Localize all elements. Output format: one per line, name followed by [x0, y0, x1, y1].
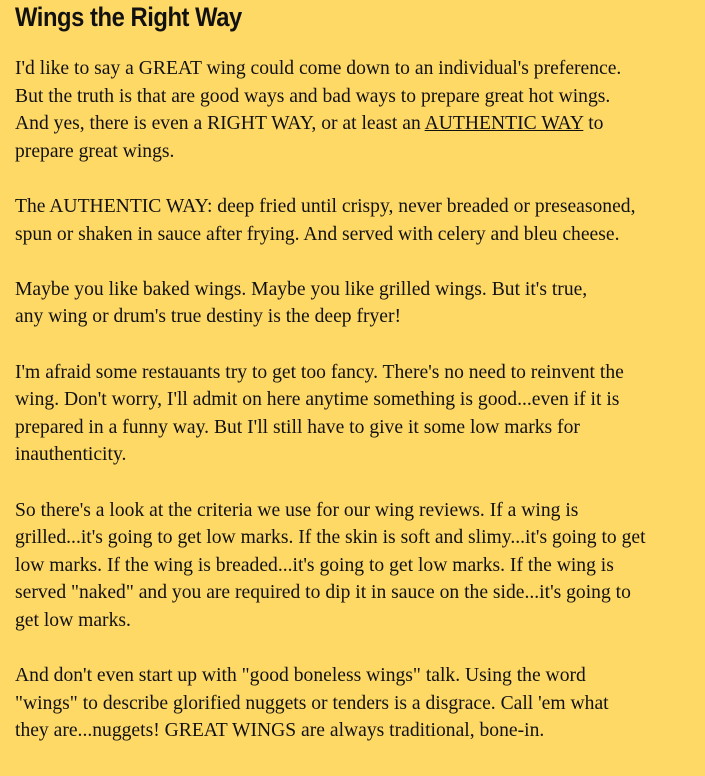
- text-line: inauthenticity.: [15, 444, 127, 466]
- text-segment: And yes, there is even a RIGHT WAY, or at least an: [15, 113, 425, 135]
- text-line: get low marks.: [15, 609, 131, 631]
- text-line: prepare great wings.: [15, 140, 175, 162]
- page-title: Wings the Right Way: [15, 2, 242, 32]
- text-line: The AUTHENTIC WAY: deep fried until crispy, never breaded or preseasoned,: [15, 195, 636, 217]
- text-line: And don't even start up with "good boneless wings" talk. Using the word: [15, 665, 586, 687]
- text-line: grilled...it's going to get low marks. If the skin is soft and slimy...it's going to get: [15, 527, 646, 549]
- text-line: wing. Don't worry, I'll admit on here anytime something is good...even if it is: [15, 389, 620, 411]
- article-body: [15, 55, 646, 772]
- text-line: So there's a look at the criteria we use for our wing reviews. If a wing is: [15, 499, 579, 521]
- text-line: But the truth is that are good ways and bad ways to prepare great hot wings.: [15, 85, 611, 107]
- paragraph-authentic-way: [15, 193, 646, 248]
- paragraph-fancy: [15, 359, 646, 469]
- text-line: prepared in a funny way. But I'll still have to give it some low marks for: [15, 416, 580, 438]
- text-line: served "naked" and you are required to dip it in sauce on the side...it's going to: [15, 582, 631, 604]
- text-line: they are...nuggets! GREAT WINGS are always traditional, bone-in.: [15, 720, 545, 742]
- text-line: spun or shaken in sauce after frying. And served with celery and bleu cheese.: [15, 223, 620, 245]
- text-segment: to: [583, 113, 604, 135]
- text-line: I'd like to say a GREAT wing could come down to an individual's preference.: [15, 58, 622, 79]
- paragraph-deep-fryer: [15, 276, 646, 331]
- text-line: [15, 110, 646, 138]
- paragraph-boneless: [15, 662, 646, 745]
- authentic-way-link[interactable]: AUTHENTIC WAY: [424, 113, 584, 135]
- text-line: any wing or drum's true destiny is the deep fryer!: [15, 306, 402, 328]
- paragraph-criteria: [15, 497, 646, 635]
- text-line: Maybe you like baked wings. Maybe you like grilled wings. But it's true,: [15, 278, 588, 300]
- text-line: "wings" to describe glorified nuggets or tenders is a disgrace. Call 'em what: [15, 692, 609, 714]
- paragraph-intro: [15, 55, 646, 165]
- text-line: I'm afraid some restauants try to get too fancy. There's no need to reinvent the: [15, 361, 624, 383]
- text-line: low marks. If the wing is breaded...it's going to get low marks. If the wing is: [15, 554, 614, 576]
